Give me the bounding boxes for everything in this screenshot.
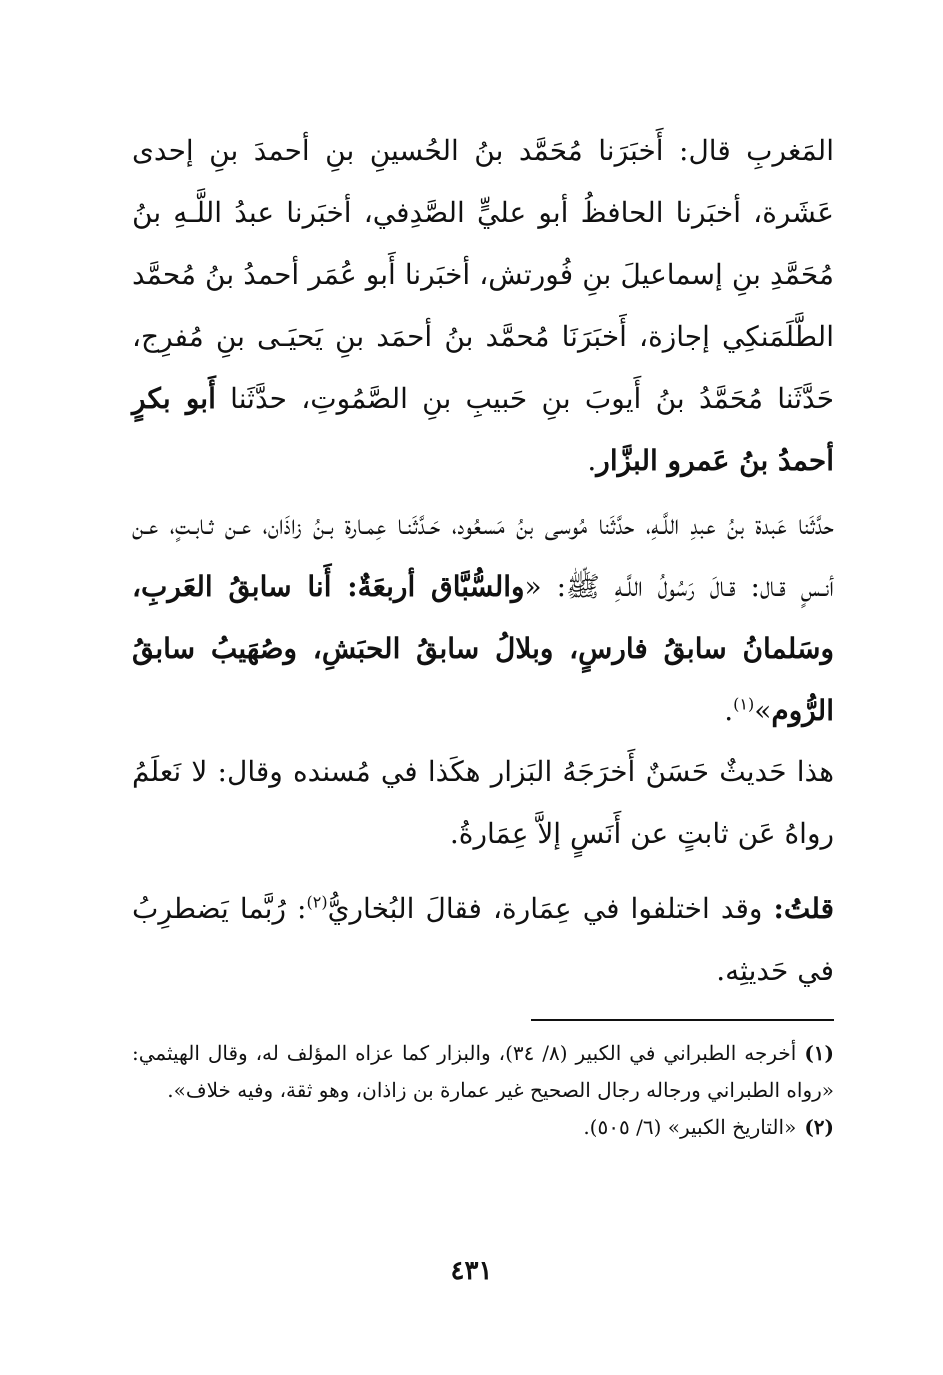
narrator-name-bold: أَبو بكرٍ أحمدُ بنُ عَمرو البزَّار (132, 382, 834, 477)
paragraph-2 (132, 494, 834, 742)
paragraph-4-rest: : رُبَّما يَضطرِبُ في حَديثِه. (132, 892, 834, 987)
footnote-ref-2: (٢) (306, 892, 328, 912)
paragraph-2-end: . (724, 694, 734, 727)
paragraph-4-text: وقد اختلفوا في عِمَارة، فقالَ البُخاريُّ (327, 892, 774, 925)
footnote-ref-1: (١) (733, 694, 755, 714)
footnote-1-marker: (١) (804, 1041, 834, 1065)
paragraph-author-note (132, 878, 834, 1002)
paragraph-2-text: حدَّثَنا عَبدة بنُ عبدِ اللَّـهِ، حدَّثَنا مُوسى بنُ مَسعُود، حَـدَّثَنـا عِمـارة بـنُ زاذَان، عـن ثـابـتٍ، عـن أنـسٍ قـال: قـالَ رَسُولُ اللَّـهِ ﷺ: « (132, 508, 834, 603)
footnote-1 (132, 1035, 834, 1109)
footnote-2 (132, 1109, 834, 1146)
footnote-divider (531, 1019, 834, 1021)
paragraph-isnad-chain (132, 120, 834, 492)
paragraph-commentary (132, 741, 834, 865)
paragraph-hadith (132, 494, 834, 742)
hadith-close-quote: » (754, 694, 772, 727)
footnote-1-text: أخرجه الطبراني في الكبير (٨/ ٣٤)، والبزار كما عزاه المؤلف له، وقال الهيثمي: «رواه الطبراني ورجاله رجال الصحيح غير عمارة بن زاذان، وهو ثقة، وفيه خلاف». (132, 1041, 834, 1102)
paragraph-1 (132, 120, 834, 492)
author-note-label: قلتُ: (773, 892, 835, 925)
paragraph-4 (132, 878, 834, 1002)
paragraph-1-text: المَغربِ قال: أَخبَرَنا مُحَمَّد بنُ الحُسينِ بنِ أحمدَ بنِ إحدى عَشَرة، أخبَرنا الحافظُ أبو عليٍّ الصَّدِفي، أخبَرنا عبدُ اللَّـهِ بنُ مُحَمَّدِ بنِ إسماعيلَ بنِ فُورتش، أخبَرنا أَبو عُمَر أحمدُ بنُ مُحمَّد الطَّلَمَنكِي إجازة، أَخبَرَنَا مُحمَّد بنُ أحمَد بنِ يَحيَـى بنِ مُفرِج، حَدَّثَنا مُحَمَّدُ بنُ أَيوبَ بنِ حَبيبِ بنِ الصَّمُوتِ، حدَّثَنا (132, 134, 835, 415)
footnotes (132, 1035, 834, 1146)
footnote-2-text: «التاريخ الكبير» (٦/ ٥٠٥). (583, 1115, 797, 1139)
paragraph-1-end: . (587, 444, 597, 477)
page-number: ٤٣١ (450, 1256, 493, 1286)
footnote-2-marker: (٢) (804, 1115, 834, 1139)
paragraph-3-text: هذا حَديثٌ حَسَنٌ أَخرَجَهُ البَزار هكَذا في مُسنده وقال: لا نَعلَمُ رواهُ عَن ثابتٍ عن أَنَسٍ إلاَّ عِمَارةُ. (132, 755, 834, 850)
hadith-text-bold: والسُّبَّاق أربعَةٌ: أَنا سابقُ العَربِ، وسَلمانُ سابقُ فارسٍ، وبلالُ سابقُ الحبَشِ، وصُهَيبُ سابقُ الرُّوم (132, 570, 834, 727)
